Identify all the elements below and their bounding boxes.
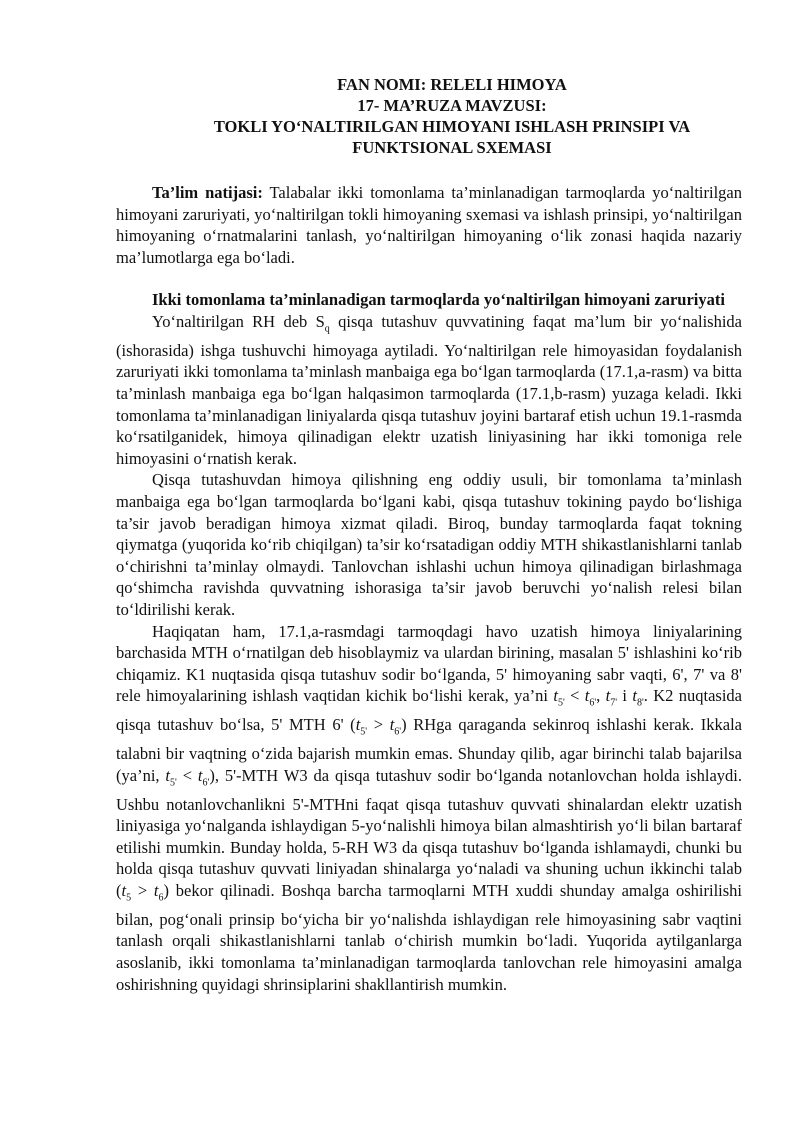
title-line-1: FAN NOMI: RELELI HIMOYA <box>337 75 567 94</box>
learning-outcome-text: Talabalar ikki tomonlama ta’minlanadigan tarmoqlarda yo‘naltirilgan himoyani zaruriyati, yo‘naltirilgan tokli himoyaning sxemasi va ishlash prinsipi, yo‘naltirilgan himoyaning o‘rnatmalarini tanlash, yo‘naltirilgan himoyaning o‘lik zonasi haqida nazariy ma’lumotlarga ega bo‘ladi. <box>116 183 743 267</box>
p3-t5d-sub: 5 <box>126 892 132 904</box>
p3-t5c-sub: 5' <box>170 777 177 789</box>
p3-t6a: t <box>584 686 590 706</box>
paragraph-1 <box>116 311 742 469</box>
p3-lt2: < <box>176 765 198 785</box>
p3-part-e: ) bekor qilinadi. Boshqa barcha tarmoqlarni MTH xuddi shunday amalga oshirilishi bilan, pog‘onali prinsip bo‘yicha bir yo‘nalishda ishlaydigan rele himoyasining sabr vaqtini tanlash orqali shikastlanishlarni tanlab o‘chirish mumkin bo‘ladi. Yuqorida aytilganlarga asoslanib, ikki tomonlama ta’minlanadigan tarmoqlarda tanlovchan rele himoyasini amalga oshirishning quyidagi shrinsiplarini shakllantirish mumkin. <box>116 881 742 994</box>
p3-t8-sub: 8' <box>636 697 644 709</box>
p1-part-b: qisqa tutashuv quvvatining faqat ma’lum bir yo‘nalishida (ishorasida) ishga tushuvchi himoyaga aytiladi. Yo‘naltirilgan rele himoyasidan foydalanish zaruriyati ikki tomonlama ta’minlash manbaiga ega bo‘lgan tarmoqlarda (17.1,a-rasm) va bitta ta’minlash manbaiga ega bo‘lgan halqasimon tarmoqlarda (17.1,b-rasm) yuzaga keladi. Ikki tomonlama ta’minlanadigan liniyalarda qisqa tutashuv joyini bartaraf etish uchun 19.1-rasmda ko‘rsatilganidek, himoya qilinadigan elektr uzatish liniyasining har ikki tomoniga rele himoyasini o‘rnatish kerak. <box>116 311 742 468</box>
p3-part-b: . K2 nuqtasida qisqa tutashuv bo‘lsa, 5' MTH 6' ( <box>116 686 742 735</box>
title-line-2: 17- MA’RUZA MAVZUSI: <box>357 96 547 115</box>
paragraph-3 <box>116 621 742 996</box>
document-title <box>162 74 742 158</box>
title-line-4: FUNKTSIONAL SXEMASI <box>352 138 552 157</box>
p3-t5c: t <box>165 765 171 785</box>
p3-t6d-sub: 6 <box>158 892 164 904</box>
p1-subscript: q <box>324 323 330 335</box>
learning-outcome-paragraph <box>116 182 742 268</box>
p3-t6c-sub: 6' <box>202 777 210 789</box>
p3-part-c: ) RHga qaraganda sekinroq ishlashi kerak. Ikkala talabni bir vaqtning o‘zida bajarish mumkin emas. Shunday qilib, agar birinchi talab bajarilsa (ya’ni, <box>116 715 743 785</box>
p3-t8: t <box>632 686 637 706</box>
p3-t5b: t <box>355 715 361 735</box>
p3-t5a: t <box>553 686 558 706</box>
p3-lt1: < <box>564 686 585 706</box>
p3-t6b-sub: 6' <box>394 726 402 738</box>
p3-t7: t <box>605 686 611 706</box>
learning-outcome-label: Ta’lim natijasi: <box>152 183 263 202</box>
paragraph-2: Qisqa tutashuvdan himoya qilishning eng oddiy usuli, bir tomonlama ta’minlash manbaiga ega bo‘lgan tarmoqlarda bo‘lgani kabi, qisqa tutashuv tokining paydo bo‘lishiga ta’sir javob beradigan himoya xizmat qiladi. Biroq, bunday tarmoqlarda faqat tokning qiymatga (yuqorida ko‘rib chiqilgan) ta’sir ko‘rsatadigan oddiy MTH shikastlanishlarni tanlab o‘chirishni ta’minlay olmaydi. Tanlovchan ishlashi uchun himoya qilinadigan birlashmaga qo‘shimcha ravishda quvvatning ishorasiga ta’sir javob beruvchi yo‘nalish relesi bilan to‘ldirilishi kerak. <box>116 470 742 619</box>
p1-part-a: Yo‘naltirilgan RH deb S <box>152 311 325 331</box>
p3-part-a: Haqiqatan ham, 17.1,a-rasmdagi tarmoqdagi havo uzatish himoya liniyalarining barchasida MTH o‘rnatilgan deb hisoblaymiz va ulardan birining, masalan 5' ishlashini ko‘rib chiqamiz. K1 nuqtasida qisqa tutashuv sodir bo‘lganda, 5' himoyaning sabr vaqti, 6', 7' va 8' rele himoyalarining ishlash vaqtidan kichik bo‘lishi kerak, ya’ni <box>116 621 742 706</box>
title-line-3: TOKLI YO‘NALTIRILGAN HIMOYANI ISHLASH PRINSIPI VA <box>213 117 691 136</box>
p3-t5a-sub: 5' <box>557 697 565 709</box>
p3-t7-sub: 7' <box>610 697 618 709</box>
p3-t6a-sub: 6' <box>589 697 597 709</box>
p3-t6d: t <box>153 881 159 900</box>
p3-t6b: t <box>389 715 395 735</box>
p3-comma1: , <box>596 686 606 706</box>
p3-t5d: t <box>121 881 127 900</box>
document-page <box>116 74 742 995</box>
p3-t5b-sub: 5' <box>360 726 368 738</box>
p3-part-d: ), 5'-MTH W3 da qisqa tutashuv sodir bo‘lganda notanlovchan holda ishlaydi. Ushbu notanlovchanlikni 5'-MTHni faqat qisqa tutashuv quvvati shinalardan elektr uzatish liniyasiga yo‘nalganda ishlaydigan 5-yo‘nalishli himoya bilan almashtirish yo‘li bilan bartaraf etilishi mumkin. Bunday holda, 5-RH W3 da qisqa tutashuv bo‘lganda ishlamaydi, chunki bu holda qisqa tutashuv quvvati liniyadan shinalarga yo‘naladi va shuning uchun ikkinchi talab ( <box>116 765 742 900</box>
p3-gt2: > <box>131 881 154 900</box>
section-spacer <box>116 268 742 289</box>
p3-i: i <box>617 686 633 706</box>
section-heading: Ikki tomonlama ta’minlanadigan tarmoqlarda yo‘naltirilgan himoyani zaruriyati <box>152 290 725 310</box>
p3-gt1: > <box>367 715 390 735</box>
p3-t6c: t <box>197 765 203 785</box>
